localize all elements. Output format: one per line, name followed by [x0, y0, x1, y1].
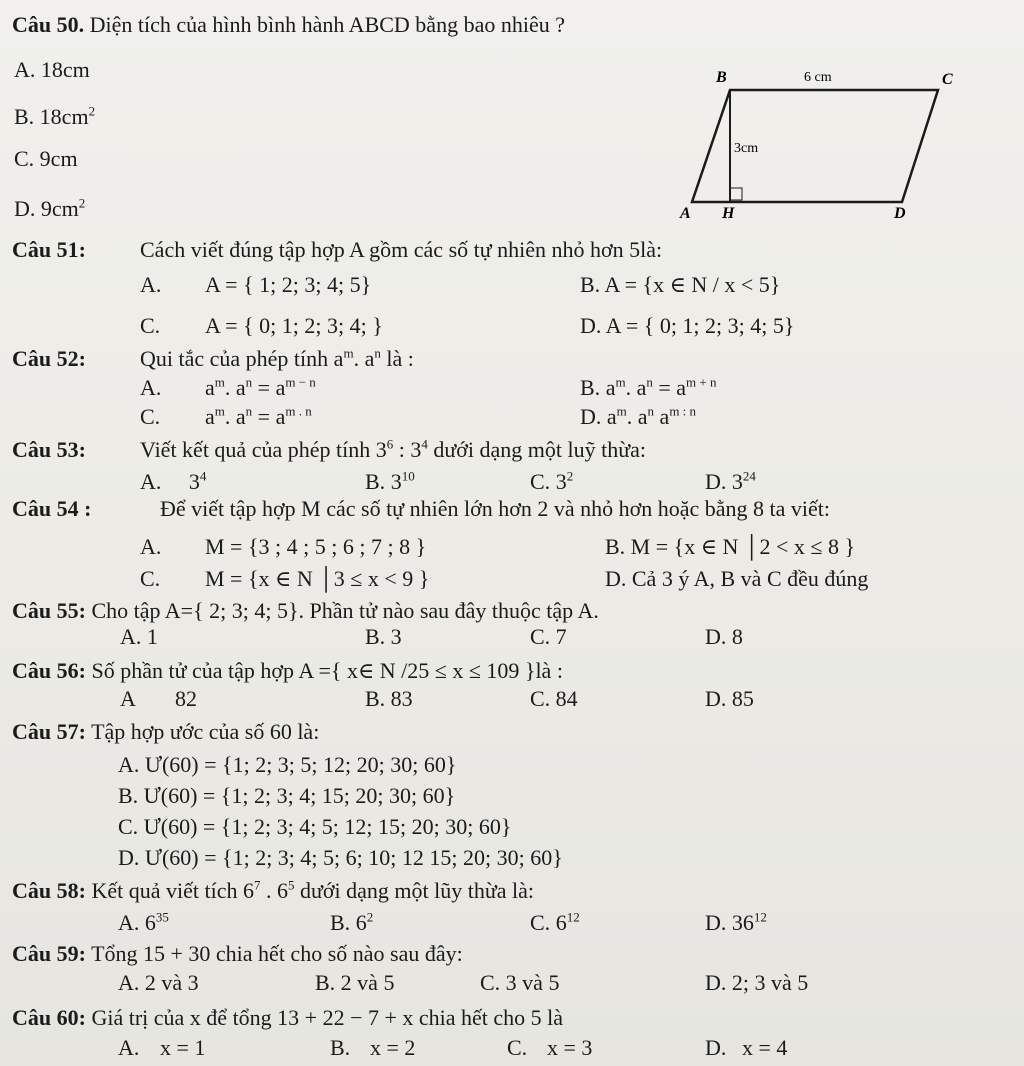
exponent: 2	[366, 909, 374, 925]
question-label: Câu 60:	[12, 1005, 86, 1030]
stem-text: Qui tắc của phép tính	[140, 346, 329, 371]
question-stem: Số phần tử của tập hợp A ={ x∈ N /25 ≤ x ≤ 109 }là :	[91, 658, 563, 683]
exponent: 5	[287, 877, 295, 893]
letter: A.	[118, 910, 140, 935]
exponent: m	[616, 403, 627, 419]
question-label: Câu 52:	[12, 346, 86, 371]
exponent: m	[214, 403, 225, 419]
base: 3	[188, 469, 200, 494]
base: a	[605, 375, 616, 400]
parallelogram-abcd	[692, 90, 938, 202]
exponent: m	[615, 374, 626, 390]
option-d: x = 4	[742, 1035, 788, 1060]
option-b	[365, 469, 415, 495]
base: a	[676, 375, 687, 400]
option-a: A. 1	[120, 624, 158, 649]
base: 36	[731, 910, 754, 935]
question-label: Câu 56:	[12, 658, 86, 683]
base: 6	[242, 878, 254, 903]
base: a	[606, 404, 617, 429]
base: 3	[375, 437, 387, 462]
question-stem	[140, 437, 646, 463]
option-a: A = { 1; 2; 3; 4; 5}	[205, 272, 372, 297]
question-label: Câu 50.	[12, 12, 85, 37]
option-c	[205, 404, 312, 430]
option-c	[530, 469, 573, 495]
question-52	[12, 346, 86, 372]
option-b	[580, 375, 716, 401]
question-stem: Để viết tập hợp M các số tự nhiên lớn hơn 2 và nhỏ hơn hoặc bằng 8 ta viết:	[160, 496, 831, 521]
option-b: B. Ư(60) = {1; 2; 3; 4; 15; 20; 30; 60}	[118, 783, 456, 808]
option-a: A. Ư(60) = {1; 2; 3; 5; 12; 20; 30; 60}	[118, 752, 457, 777]
dot: .	[353, 346, 365, 371]
base: a	[659, 404, 670, 429]
exponent: m − n	[285, 374, 316, 390]
option-a	[205, 375, 316, 401]
colon: :	[393, 437, 411, 462]
exponent: n	[647, 403, 655, 419]
option-d-text: D. 9cm	[14, 196, 79, 221]
option-a-letter: A.	[140, 534, 162, 559]
base: a	[275, 375, 286, 400]
question-stem: Giá trị của x để tổng 13 + 22 − 7 + x chia hết cho 5 là	[91, 1005, 564, 1030]
base: a	[235, 404, 246, 429]
question-label: Câu 55:	[12, 598, 86, 623]
vertex-c: C	[942, 71, 953, 88]
question-57	[12, 719, 319, 745]
letter: D.	[705, 910, 727, 935]
question-56	[12, 658, 563, 684]
base: 6	[276, 878, 288, 903]
question-label: Câu 53:	[12, 437, 86, 462]
exponent: 4	[199, 468, 207, 484]
equals: =	[252, 375, 276, 400]
option-b: B. A = {x ∈ N / x < 5}	[580, 272, 781, 297]
exponent: 12	[753, 909, 767, 925]
option-d: D. 8	[705, 624, 743, 649]
letter: B.	[580, 375, 601, 400]
option-c: C. 7	[530, 624, 567, 649]
exponent: 12	[566, 909, 580, 925]
option-b-letter: B.	[330, 1035, 351, 1060]
option-a-letter: A.	[140, 272, 162, 297]
exponent: 10	[401, 468, 415, 484]
exponent: 2	[88, 103, 96, 119]
dot: .	[224, 375, 236, 400]
parallelogram-diagram	[670, 64, 970, 224]
option-a	[140, 469, 206, 495]
vertex-b: B	[716, 69, 727, 86]
base: 3	[410, 437, 422, 462]
question-stem: Tập hợp ước của số 60 là:	[91, 719, 320, 744]
base: 6	[355, 910, 367, 935]
option-c-letter: C.	[140, 313, 161, 338]
option-d-letter: D.	[705, 1035, 727, 1060]
option-d: D. 2; 3 và 5	[705, 970, 809, 995]
question-stem: Cho tập A={ 2; 3; 4; 5}. Phần tử nào sau đây thuộc tập A.	[91, 598, 599, 623]
vertex-a: A	[680, 205, 691, 222]
exponent: m + n	[686, 374, 717, 390]
option-b: B. 83	[365, 686, 413, 711]
option-c-letter: C.	[140, 566, 161, 591]
base: 3	[555, 469, 567, 494]
stem-text: Kết quả viết tích	[91, 878, 238, 903]
base: a	[636, 375, 647, 400]
equals: =	[252, 404, 276, 429]
option-b	[14, 104, 95, 130]
option-d	[705, 910, 767, 936]
height-label: 3cm	[734, 141, 759, 156]
base: a	[333, 346, 344, 371]
letter: B.	[330, 910, 351, 935]
option-c: M = {x ∈ N │3 ≤ x < 9 }	[205, 566, 430, 591]
exponent: m : n	[669, 403, 697, 419]
letter: D.	[705, 469, 727, 494]
letter: C.	[530, 910, 551, 935]
option-b: x = 2	[370, 1035, 416, 1060]
top-length-label: 6 cm	[804, 70, 832, 85]
exponent: 6	[386, 436, 394, 452]
parallelogram-figure	[670, 64, 970, 224]
question-53	[12, 437, 86, 463]
question-55	[12, 598, 599, 624]
exponent: 2	[566, 468, 574, 484]
exponent: n	[245, 374, 253, 390]
exponent: 7	[253, 877, 261, 893]
option-a-letter: A	[120, 686, 136, 711]
question-label: Câu 58:	[12, 878, 86, 903]
option-a: M = {3 ; 4 ; 5 ; 6 ; 7 ; 8 }	[205, 534, 427, 559]
base: a	[275, 404, 286, 429]
letter: B.	[365, 469, 386, 494]
base: a	[235, 375, 246, 400]
base: a	[637, 404, 648, 429]
dot: .	[224, 404, 236, 429]
base: a	[364, 346, 375, 371]
option-c: C. Ư(60) = {1; 2; 3; 4; 5; 12; 15; 20; 30; 60}	[118, 814, 512, 839]
dot: .	[626, 404, 638, 429]
question-51	[12, 237, 86, 263]
option-b: B. 3	[365, 624, 402, 649]
option-b: B. 2 và 5	[315, 970, 395, 995]
vertex-d: D	[894, 205, 906, 222]
question-54	[12, 496, 91, 522]
question-label: Câu 59:	[12, 941, 86, 966]
question-stem	[140, 346, 414, 372]
vertex-h: H	[722, 205, 735, 222]
base: 6	[555, 910, 567, 935]
question-60	[12, 1005, 563, 1031]
option-a-letter: A.	[140, 375, 162, 400]
option-d: D. 85	[705, 686, 754, 711]
exponent: 2	[78, 195, 86, 211]
option-c: x = 3	[547, 1035, 593, 1060]
option-b-text: B. 18cm	[14, 104, 89, 129]
option-c-letter: C.	[140, 404, 161, 429]
question-stem: Diện tích của hình bình hành ABCD bằng bao nhiêu ?	[89, 12, 565, 37]
exponent: m	[343, 345, 354, 361]
dot: .	[625, 375, 637, 400]
base: a	[205, 404, 215, 429]
option-a: 82	[175, 686, 197, 711]
option-d: D. Ư(60) = {1; 2; 3; 4; 5; 6; 10; 12 15; 20; 30; 60}	[118, 845, 563, 870]
option-c	[530, 910, 580, 936]
letter: D.	[580, 404, 602, 429]
option-d	[14, 196, 85, 222]
option-a: x = 1	[160, 1035, 206, 1060]
question-label: Câu 51:	[12, 237, 86, 262]
option-a-letter: A.	[118, 1035, 140, 1060]
stem-end: là :	[386, 346, 414, 371]
question-label: Câu 54 :	[12, 496, 92, 521]
base: 3	[731, 469, 743, 494]
base: 6	[144, 910, 156, 935]
exponent: m . n	[285, 403, 312, 419]
question-59	[12, 941, 463, 967]
letter: C.	[530, 469, 551, 494]
exponent: 24	[742, 468, 756, 484]
exponent: m	[214, 374, 225, 390]
question-50	[12, 12, 565, 38]
exponent: n	[245, 403, 253, 419]
option-c: C. 3 và 5	[480, 970, 560, 995]
dot: .	[260, 878, 277, 903]
option-a: A. 18cm	[14, 57, 90, 82]
option-c: C. 9cm	[14, 146, 78, 171]
question-stem: Cách viết đúng tập hợp A gồm các số tự nhiên nhỏ hơn 5là:	[140, 237, 663, 262]
base: 3	[390, 469, 402, 494]
stem-end: dưới dạng một lũy thừa là:	[299, 878, 535, 903]
question-58	[12, 878, 534, 904]
stem-end: dưới dạng một luỹ thừa:	[433, 437, 647, 462]
question-stem: Tổng 15 + 30 chia hết cho số nào sau đây:	[91, 941, 463, 966]
option-a	[118, 910, 169, 936]
option-d: D. Cả 3 ý A, B và C đều đúng	[605, 566, 869, 591]
option-c-letter: C.	[507, 1035, 528, 1060]
question-label: Câu 57:	[12, 719, 86, 744]
option-d	[580, 404, 696, 430]
exponent: 4	[421, 436, 428, 452]
option-d: D. A = { 0; 1; 2; 3; 4; 5}	[580, 313, 795, 338]
exponent: n	[646, 374, 653, 390]
option-b: B. M = {x ∈ N │2 < x ≤ 8 }	[605, 534, 856, 559]
stem-text: Viết kết quả của phép tính	[140, 437, 371, 462]
letter: A.	[140, 469, 162, 494]
option-c: A = { 0; 1; 2; 3; 4; }	[205, 313, 383, 338]
equals: =	[652, 375, 677, 400]
option-b	[330, 910, 373, 936]
exponent: 35	[155, 909, 169, 925]
base: a	[205, 375, 215, 400]
option-c: C. 84	[530, 686, 578, 711]
option-a: A. 2 và 3	[118, 970, 199, 995]
option-d	[705, 469, 756, 495]
right-angle-mark	[730, 188, 742, 200]
exponent: n	[374, 345, 381, 361]
